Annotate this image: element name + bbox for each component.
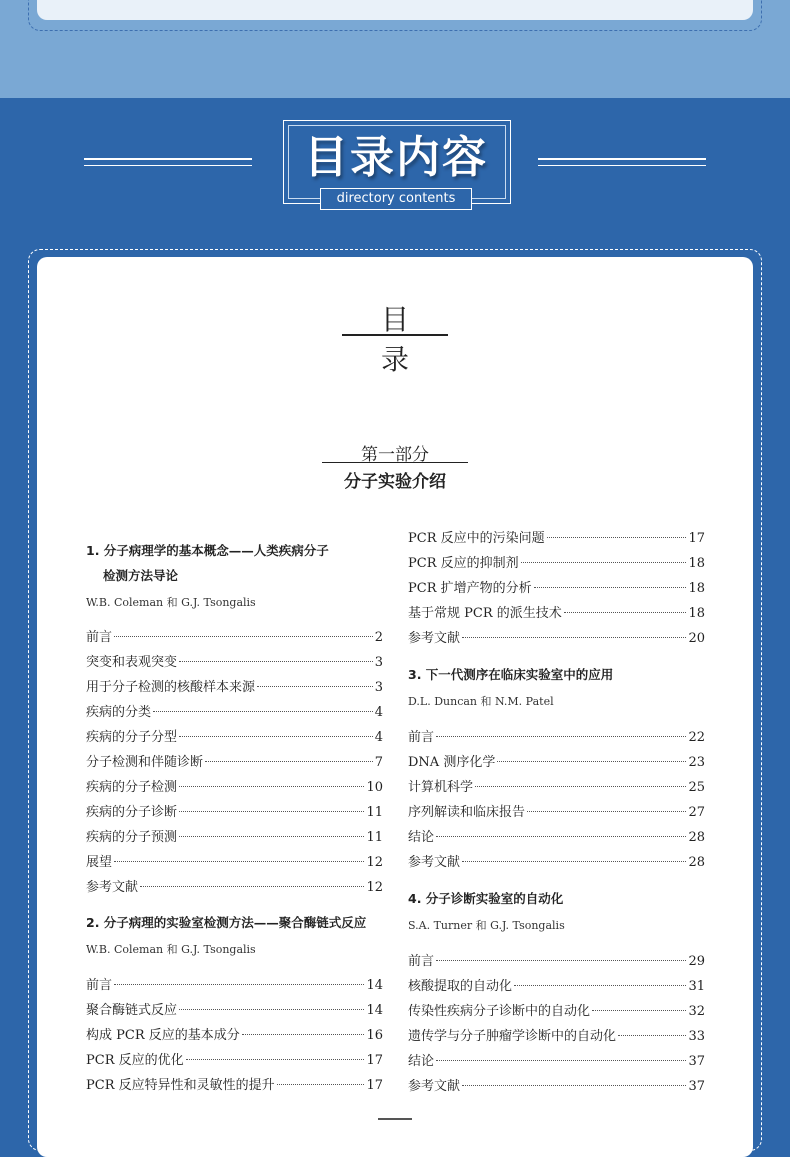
leader-dots	[521, 562, 687, 563]
toc-entry[interactable]	[408, 1075, 705, 1095]
entry-label: 前言	[86, 630, 113, 645]
toc-title: 目录	[380, 303, 439, 376]
entry-page: 3	[374, 655, 383, 670]
entry-page: 25	[688, 780, 705, 795]
entry-label: 计算机科学	[408, 780, 474, 795]
entry-label: DNA 测序化学	[408, 755, 496, 770]
leader-dots	[179, 736, 373, 737]
toc-entry[interactable]	[408, 950, 705, 970]
leader-dots	[153, 711, 373, 712]
toc-entry[interactable]	[408, 726, 705, 746]
entry-page: 10	[366, 780, 383, 795]
entry-label: 疾病的分子分型	[86, 730, 178, 745]
entry-page: 4	[374, 730, 383, 745]
leader-dots	[618, 1035, 686, 1036]
entry-label: 前言	[86, 978, 113, 993]
toc-entry[interactable]	[408, 1000, 705, 1020]
toc-entry[interactable]	[408, 801, 705, 821]
toc-entry[interactable]	[86, 1074, 383, 1094]
entry-page: 12	[366, 855, 383, 870]
entry-label: 疾病的分子诊断	[86, 805, 178, 820]
chapter-1-authors: W.B. Coleman 和 G.J. Tsongalis	[86, 596, 256, 609]
entry-page: 28	[688, 830, 705, 845]
leader-dots	[114, 984, 364, 985]
entry-page: 33	[688, 1029, 705, 1044]
toc-entry[interactable]	[86, 676, 383, 696]
leader-dots	[462, 637, 686, 638]
leader-dots	[436, 1060, 686, 1061]
entry-label: 分子检测和伴随诊断	[86, 755, 204, 770]
chapter-4-authors: S.A. Turner 和 G.J. Tsongalis	[408, 919, 565, 932]
entry-page: 37	[688, 1054, 705, 1069]
entry-page: 17	[366, 1078, 383, 1093]
entry-page: 32	[688, 1004, 705, 1019]
entry-label: 传染性疾病分子诊断中的自动化	[408, 1004, 591, 1019]
entry-label: PCR 反应中的污染问题	[408, 531, 545, 546]
entry-label: 疾病的分子检测	[86, 780, 178, 795]
toc-entry[interactable]	[408, 776, 705, 796]
header-right-line	[538, 158, 706, 160]
chapter-1-title-cont: 检测方法导论	[103, 568, 179, 583]
entry-label: 序列解读和临床报告	[408, 805, 526, 820]
entry-page: 22	[688, 730, 705, 745]
leader-dots	[436, 836, 686, 837]
header-left-line-thin	[84, 165, 252, 166]
toc-entry[interactable]	[86, 999, 383, 1019]
toc-entry[interactable]	[86, 1024, 383, 1044]
entry-page: 18	[688, 556, 705, 571]
entry-label: 参考文献	[408, 1079, 461, 1094]
leader-dots	[436, 960, 686, 961]
leader-dots	[186, 1059, 365, 1060]
leader-dots	[462, 1085, 686, 1086]
toc-entry[interactable]	[86, 1049, 383, 1069]
toc-entry[interactable]	[408, 527, 705, 547]
chapter-2-title: 2. 分子病理的实验室检测方法——聚合酶链式反应	[86, 915, 367, 930]
toc-entry[interactable]	[86, 701, 383, 721]
toc-entry[interactable]	[86, 776, 383, 796]
entry-label: 突变和表观突变	[86, 655, 178, 670]
toc-entry[interactable]	[86, 626, 383, 646]
leader-dots	[179, 836, 364, 837]
entry-page: 31	[688, 979, 705, 994]
leader-dots	[436, 736, 686, 737]
toc-entry[interactable]	[408, 627, 705, 647]
chapter-4-title: 4. 分子诊断实验室的自动化	[408, 891, 564, 906]
entry-label: 聚合酶链式反应	[86, 1003, 178, 1018]
entry-page: 14	[366, 978, 383, 993]
toc-entry[interactable]	[86, 974, 383, 994]
leader-dots	[527, 811, 686, 812]
leader-dots	[462, 861, 686, 862]
chapter-1-title: 1. 分子病理学的基本概念——人类疾病分子	[86, 543, 329, 558]
header-left-line	[84, 158, 252, 160]
toc-entry[interactable]	[86, 651, 383, 671]
entry-page: 2	[374, 630, 383, 645]
entry-label: PCR 反应的抑制剂	[408, 556, 519, 571]
entry-label: 参考文献	[408, 631, 461, 646]
toc-entry[interactable]	[86, 726, 383, 746]
leader-dots	[242, 1034, 365, 1035]
entry-label: 结论	[408, 1054, 435, 1069]
leader-dots	[592, 1010, 686, 1011]
entry-page: 4	[374, 705, 383, 720]
leader-dots	[534, 587, 687, 588]
toc-title-underline	[342, 334, 448, 336]
entry-page: 29	[688, 954, 705, 969]
entry-page: 27	[688, 805, 705, 820]
entry-page: 20	[688, 631, 705, 646]
leader-dots	[114, 861, 364, 862]
entry-label: 参考文献	[86, 880, 139, 895]
page-bottom-mark	[378, 1118, 412, 1120]
toc-entry[interactable]	[408, 552, 705, 572]
toc-entry[interactable]	[408, 577, 705, 597]
part-divider	[322, 462, 468, 463]
part-label: 第一部分	[361, 445, 429, 465]
entry-page: 18	[688, 581, 705, 596]
toc-entry[interactable]	[86, 826, 383, 846]
leader-dots	[179, 811, 364, 812]
header-right-line-thin	[538, 165, 706, 166]
toc-entry[interactable]	[86, 876, 383, 896]
entry-label: 前言	[408, 954, 435, 969]
leader-dots	[140, 886, 364, 887]
leader-dots	[277, 1084, 365, 1085]
entry-page: 17	[688, 531, 705, 546]
entry-label: 用于分子检测的核酸样本来源	[86, 680, 256, 695]
leader-dots	[497, 761, 686, 762]
leader-dots	[179, 786, 364, 787]
leader-dots	[114, 636, 373, 637]
toc-entry[interactable]	[86, 751, 383, 771]
toc-entry[interactable]	[408, 751, 705, 771]
toc-entry[interactable]	[86, 851, 383, 871]
entry-label: PCR 反应的优化	[86, 1053, 184, 1068]
toc-entry[interactable]	[408, 1050, 705, 1070]
top-dashed-frame	[28, 0, 762, 31]
entry-label: 核酸提取的自动化	[408, 979, 513, 994]
entry-page: 18	[688, 606, 705, 621]
entry-label: 基于常规 PCR 的派生技术	[408, 606, 562, 621]
leader-dots	[179, 661, 373, 662]
leader-dots	[179, 1009, 364, 1010]
entry-page: 28	[688, 855, 705, 870]
leader-dots	[514, 985, 686, 986]
entry-label: 遗传学与分子肿瘤学诊断中的自动化	[408, 1029, 617, 1044]
chapter-3-authors: D.L. Duncan 和 N.M. Patel	[408, 695, 554, 708]
entry-page: 3	[374, 680, 383, 695]
header-subtitle: directory contents	[320, 188, 472, 210]
entry-label: 参考文献	[408, 855, 461, 870]
leader-dots	[547, 537, 687, 538]
entry-label: 疾病的分子预测	[86, 830, 178, 845]
entry-page: 16	[366, 1028, 383, 1043]
leader-dots	[564, 612, 687, 613]
leader-dots	[257, 686, 373, 687]
toc-entry[interactable]	[408, 975, 705, 995]
toc-entry[interactable]	[408, 851, 705, 871]
entry-page: 23	[688, 755, 705, 770]
entry-label: PCR 反应特异性和灵敏性的提升	[86, 1078, 275, 1093]
entry-label: 展望	[86, 855, 113, 870]
toc-entry[interactable]	[408, 826, 705, 846]
toc-entry[interactable]	[408, 602, 705, 622]
entry-page: 11	[366, 830, 383, 845]
entry-page: 14	[366, 1003, 383, 1018]
entry-label: 构成 PCR 反应的基本成分	[86, 1028, 240, 1043]
leader-dots	[475, 786, 686, 787]
part-title: 分子实验介绍	[344, 472, 446, 492]
entry-label: PCR 扩增产物的分析	[408, 581, 532, 596]
entry-label: 前言	[408, 730, 435, 745]
entry-page: 12	[366, 880, 383, 895]
entry-label: 结论	[408, 830, 435, 845]
header-title: 目录内容	[304, 132, 488, 183]
toc-entry[interactable]	[86, 801, 383, 821]
entry-label: 疾病的分类	[86, 705, 152, 720]
entry-page: 37	[688, 1079, 705, 1094]
entry-page: 7	[374, 755, 383, 770]
toc-entry[interactable]	[408, 1025, 705, 1045]
chapter-2-authors: W.B. Coleman 和 G.J. Tsongalis	[86, 943, 256, 956]
leader-dots	[205, 761, 373, 762]
entry-page: 11	[366, 805, 383, 820]
chapter-3-title: 3. 下一代测序在临床实验室中的应用	[408, 667, 614, 682]
entry-page: 17	[366, 1053, 383, 1068]
